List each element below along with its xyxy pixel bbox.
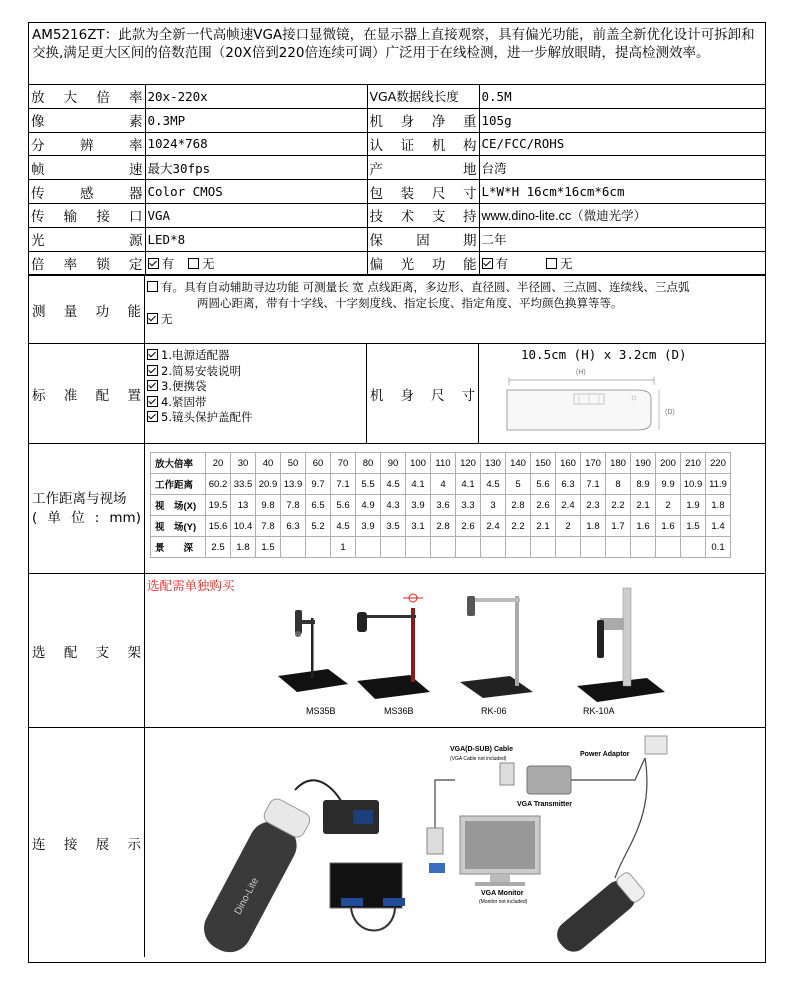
measure-yes-cont: 两圆心距离，带有十字线、十字刻度线、指定长度、指定角度、平均颜色换算等等。 (197, 296, 623, 311)
standard-item: 5.镜头保护盖配件 (147, 410, 364, 426)
spec-label (29, 251, 145, 275)
distance-cell: 160 (556, 453, 581, 474)
spec-label-char: 源 (129, 233, 143, 250)
spec-row (29, 180, 765, 204)
spec-label-2-char: 保 (369, 233, 383, 250)
spec-label-2-char: 装 (400, 185, 415, 202)
distance-cell: 2.2 (606, 495, 631, 516)
distance-cell: 1.9 (681, 495, 706, 516)
measure-label-char: 测 (32, 303, 46, 320)
spec-label-2 (367, 203, 479, 227)
measure-yes: 有。具有自动辅助寻边功能 可测量长 宽 点线距离，多边形、直径圆、半径圆、三点圆、连续线、三点弧 (147, 279, 763, 295)
distance-cell: 5.6 (331, 495, 356, 516)
distance-cell: 2 (556, 516, 581, 537)
spec-sheet (28, 22, 766, 963)
spec-value-2: 0.5M (479, 85, 765, 108)
distance-cell: 4.9 (356, 495, 381, 516)
checkbox-checked-icon (482, 258, 493, 269)
spec-row (29, 203, 765, 227)
distance-table-row (151, 453, 731, 474)
distance-cell: 7.8 (256, 516, 281, 537)
size-label-char: 寸 (461, 387, 475, 404)
distance-cell (281, 537, 306, 558)
distance-cell: 20.9 (256, 474, 281, 495)
spec-label-2 (367, 251, 479, 275)
device-outline-image (479, 352, 767, 442)
spec-label-char: 率 (63, 256, 78, 273)
distance-cell: 10.4 (231, 516, 256, 537)
spec-label-char: 素 (129, 114, 143, 131)
distance-unit-char: ( (32, 509, 38, 526)
distance-cell: 1.7 (606, 516, 631, 537)
spec-label-2-char: 支 (431, 209, 446, 226)
connect-row (29, 727, 765, 957)
distance-cell: 9.9 (656, 474, 681, 495)
measure-label-char: 量 (63, 303, 78, 320)
checkbox-icon (188, 258, 199, 269)
distance-cell: 2.1 (631, 495, 656, 516)
stand-label (32, 641, 141, 661)
spec-label-char: 传 (31, 185, 45, 202)
distance-cell: 9.7 (306, 474, 331, 495)
distance-cell: 1.8 (231, 537, 256, 558)
distance-row-head: 视 场(Y) (151, 516, 206, 537)
spec-label-2-char: 净 (431, 114, 446, 131)
distance-cell: 2.4 (481, 516, 506, 537)
distance-cell: 4.5 (381, 474, 406, 495)
spec-label-2-char: 功 (431, 256, 446, 273)
distance-table-row (151, 537, 731, 558)
spec-label-char: 器 (129, 185, 143, 202)
product-intro: AM5216ZT：此款为全新一代高帧速VGA接口显微镜，在显示器上直接观察，具有偏光功能，前盖全新优化设计可拆卸和交换,满足更大区间的倍数范围（20X倍到220倍连续可调）广泛用于在线检测，进一步解放眼睛，提高检测效率。 (29, 23, 765, 85)
option-yes: 有 (495, 255, 509, 271)
distance-cell: 13.9 (281, 474, 306, 495)
spec-label-char: 口 (128, 209, 143, 226)
spec-value-2: L*W*H 16cm*16cm*6cm (479, 180, 765, 204)
distance-cell: 50 (281, 453, 306, 474)
measure-no: 无 (147, 311, 763, 327)
distance-cell: 6.3 (281, 516, 306, 537)
distance-cell: 1.8 (581, 516, 606, 537)
distance-cell: 1.8 (706, 495, 731, 516)
spec-label-char: 锁 (96, 256, 110, 273)
distance-cell: 130 (481, 453, 506, 474)
spec-label-2 (367, 108, 479, 132)
spec-label-2-char: 重 (462, 114, 477, 131)
distance-cell: 3.9 (356, 516, 381, 537)
distance-cell: 1 (331, 537, 356, 558)
stand-model-rk10a: RK-10A (583, 706, 615, 717)
distance-cell: 5 (506, 474, 531, 495)
distance-cell: 2.2 (506, 516, 531, 537)
distance-cell: 3.5 (381, 516, 406, 537)
stand-label-char: 选 (32, 644, 46, 661)
spec-label-2-char: 偏 (369, 256, 383, 273)
spec-row (29, 108, 765, 132)
measure-label-char: 能 (127, 303, 141, 320)
spec-label-2-char: 证 (400, 137, 415, 154)
distance-cell (456, 537, 481, 558)
distance-unit-char: : (94, 509, 100, 526)
stand-label-char: 配 (63, 644, 78, 661)
spec-label-2-char: 能 (462, 256, 477, 273)
spec-label-2-char: 产 (369, 161, 383, 178)
checkbox-checked-icon (147, 313, 158, 324)
power-adaptor-label: Power Adaptor (580, 751, 630, 759)
distance-cell: 3.3 (456, 495, 481, 516)
distance-cell: 190 (631, 453, 656, 474)
spec-label-char: 输 (63, 209, 78, 226)
distance-cell (656, 537, 681, 558)
size-label (370, 384, 475, 404)
distance-cell: 120 (456, 453, 481, 474)
spec-label-2-char: 构 (462, 137, 477, 154)
vga-monitor-note: (Monitor not included) (479, 899, 528, 906)
distance-cell (406, 537, 431, 558)
option-no: 无 (560, 255, 573, 271)
spec-value-2: 台湾 (479, 156, 765, 180)
spec-value-2: CE/FCC/ROHS (479, 132, 765, 156)
connect-label-char: 示 (127, 836, 141, 853)
vga-cable-note: (VGA Cable not included) (450, 756, 507, 763)
distance-cell: 2.5 (206, 537, 231, 558)
distance-cell: 3.6 (431, 495, 456, 516)
distance-cell (431, 537, 456, 558)
distance-cell: 210 (681, 453, 706, 474)
spec-table (29, 85, 765, 275)
distance-cell: 2.6 (456, 516, 481, 537)
distance-cell (481, 537, 506, 558)
checkbox-icon (546, 258, 557, 269)
distance-cell (506, 537, 531, 558)
checkbox-checked-icon (147, 349, 158, 360)
distance-cell: 33.5 (231, 474, 256, 495)
distance-cell: 11.9 (706, 474, 731, 495)
spec-label-char: 倍 (31, 256, 45, 273)
standard-item: 4.紧固带 (147, 395, 364, 411)
spec-label-char: 接 (96, 209, 110, 226)
distance-cell: 5.5 (356, 474, 381, 495)
distance-cell: 3 (481, 495, 506, 516)
distance-row-head: 景 深 (151, 537, 206, 558)
distance-cell: 2.8 (506, 495, 531, 516)
spec-label-2-char: 机 (431, 137, 446, 154)
distance-cell: 1.5 (256, 537, 281, 558)
spec-value: 最大30fps (145, 156, 367, 180)
spec-label-char: 分 (31, 137, 45, 154)
distance-cell: 60.2 (206, 474, 231, 495)
distance-cell: 110 (431, 453, 456, 474)
distance-unit-char: 位 (71, 509, 85, 526)
distance-cell: 1.6 (631, 516, 656, 537)
checkbox-checked-icon (148, 258, 159, 269)
distance-cell (381, 537, 406, 558)
spec-label (29, 156, 145, 180)
distance-cell: 4.5 (481, 474, 506, 495)
distance-unit-char: 单 (47, 509, 61, 526)
standard-item: 3.便携袋 (147, 379, 364, 395)
distance-cell: 13 (231, 495, 256, 516)
spec-value: LED*8 (145, 227, 367, 251)
checkbox-checked-icon (147, 396, 158, 407)
stand-model-ms35b: MS35B (306, 706, 336, 717)
spec-label-char: 速 (129, 161, 143, 178)
distance-cell: 4.1 (456, 474, 481, 495)
spec-label-2-char: 机 (369, 114, 383, 131)
spec-value: VGA (145, 203, 367, 227)
spec-label-2-char: 包 (369, 185, 383, 202)
size-label-char: 机 (370, 387, 384, 404)
standard-label (32, 384, 141, 404)
spec-label-2: VGA数据线长度 (367, 85, 479, 108)
spec-label-2-char: 固 (416, 233, 430, 250)
distance-cell: 80 (356, 453, 381, 474)
distance-cell: 2.4 (556, 495, 581, 516)
spec-value-2: 105g (479, 108, 765, 132)
connect-label-char: 接 (63, 836, 78, 853)
spec-label-2-char: 光 (400, 256, 415, 273)
spec-value: 0.3MP (145, 108, 367, 132)
stand-label-char: 支 (95, 644, 110, 661)
distance-row-head: 视 场(X) (151, 495, 206, 516)
checkbox-checked-icon (147, 365, 158, 376)
distance-cell: 70 (331, 453, 356, 474)
checkbox-checked-icon (147, 380, 158, 391)
spec-label-2 (367, 180, 479, 204)
distance-label: 工作距离与视场 (32, 490, 127, 507)
spec-label (29, 180, 145, 204)
spec-label-char: 率 (129, 137, 143, 154)
spec-label-char: 感 (80, 185, 94, 202)
stand-model-ms36b: MS36B (384, 706, 414, 717)
spec-label (29, 227, 145, 251)
distance-table (150, 452, 731, 558)
distance-cell: 2 (656, 495, 681, 516)
distance-cell (681, 537, 706, 558)
distance-cell: 5.2 (306, 516, 331, 537)
distance-cell: 9.8 (256, 495, 281, 516)
measure-label (32, 300, 141, 320)
distance-cell: 2.1 (531, 516, 556, 537)
stands-image (145, 574, 765, 728)
spec-value: 1024*768 (145, 132, 367, 156)
distance-cell (631, 537, 656, 558)
h-mark: (H) (576, 369, 586, 377)
distance-cell: 4 (431, 474, 456, 495)
distance-cell: 4.3 (381, 495, 406, 516)
spec-row (29, 132, 765, 156)
standard-label-char: 准 (63, 387, 78, 404)
distance-cell: 19.5 (206, 495, 231, 516)
distance-cell: 4.5 (331, 516, 356, 537)
distance-cell: 5.6 (531, 474, 556, 495)
distance-cell: 20 (206, 453, 231, 474)
distance-row-head: 放大倍率 (151, 453, 206, 474)
distance-cell (356, 537, 381, 558)
spec-label-2 (367, 156, 479, 180)
distance-cell: 40 (256, 453, 281, 474)
distance-cell: 140 (506, 453, 531, 474)
spec-value-2: www.dino-lite.cc（微迪光学） (479, 203, 765, 227)
distance-cell: 10.9 (681, 474, 706, 495)
spec-label-2 (367, 132, 479, 156)
distance-table-row (151, 516, 731, 537)
option-yes: 有 (161, 255, 175, 271)
standard-item: 2.简易安装说明 (147, 364, 364, 380)
spec-label-2 (367, 227, 479, 251)
distance-cell: 2.3 (581, 495, 606, 516)
standard-label-char: 标 (32, 387, 46, 404)
spec-label-char: 帧 (31, 161, 45, 178)
measure-label-char: 功 (95, 303, 110, 320)
checkbox-checked-icon (147, 411, 158, 422)
spec-label-2-char: 认 (369, 137, 383, 154)
distance-cell: 90 (381, 453, 406, 474)
spec-label-2-char: 地 (463, 161, 477, 178)
distance-cell (556, 537, 581, 558)
spec-label-2-char: 期 (463, 233, 477, 250)
connect-label-char: 展 (95, 836, 110, 853)
stand-note: 选配需单独购买 (147, 578, 235, 594)
vga-cable-label: VGA(D-SUB) Cable (450, 746, 514, 754)
distance-cell: 200 (656, 453, 681, 474)
distance-cell: 15.6 (206, 516, 231, 537)
spec-label (29, 85, 145, 108)
spec-label-2-char: 寸 (462, 185, 477, 202)
size-label-char: 身 (400, 387, 414, 404)
distance-table-row (151, 495, 731, 516)
distance-cell: 60 (306, 453, 331, 474)
distance-unit (32, 509, 141, 528)
spec-label-char: 辨 (80, 137, 94, 154)
spec-label-char: 率 (128, 90, 143, 107)
vga-monitor-label: VGA Monitor (481, 890, 524, 898)
distance-cell: 220 (706, 453, 731, 474)
distance-cell: 170 (581, 453, 606, 474)
distance-cell: 3.9 (406, 495, 431, 516)
size-label-char: 尺 (431, 387, 445, 404)
spec-label-2-char: 尺 (431, 185, 446, 202)
spec-value: Color CMOS (145, 180, 367, 204)
distance-cell: 150 (531, 453, 556, 474)
spec-label-char: 像 (31, 114, 45, 131)
spec-value: 20x-220x (145, 85, 367, 108)
spec-label-char: 倍 (96, 90, 110, 107)
standard-label-char: 置 (127, 387, 141, 404)
distance-cell: 1.5 (681, 516, 706, 537)
distance-cell: 2.8 (431, 516, 456, 537)
spec-label (29, 132, 145, 156)
measure-row (29, 275, 765, 343)
svg-text:Dino-Lite: Dino-Lite (232, 876, 262, 917)
distance-cell: 1.4 (706, 516, 731, 537)
spec-label-2-char: 持 (462, 209, 477, 226)
spec-label (29, 203, 145, 227)
spec-label (29, 108, 145, 132)
distance-cell: 2.6 (531, 495, 556, 516)
distance-cell: 100 (406, 453, 431, 474)
distance-cell: 1.6 (656, 516, 681, 537)
distance-cell: 3.1 (406, 516, 431, 537)
spec-label-char: 传 (31, 209, 45, 226)
distance-cell: 180 (606, 453, 631, 474)
distance-unit-char: mm) (109, 509, 141, 526)
distance-cell: 7.8 (281, 495, 306, 516)
distance-cell: 4.1 (406, 474, 431, 495)
spec-row (29, 85, 765, 108)
spec-row (29, 251, 765, 275)
connect-label (32, 833, 141, 853)
distance-cell: 0.1 (706, 537, 731, 558)
distance-cell: 6.3 (556, 474, 581, 495)
distance-cell: 6.5 (306, 495, 331, 516)
distance-cell: 8.9 (631, 474, 656, 495)
connection-diagram-image (145, 728, 765, 958)
distance-cell (306, 537, 331, 558)
distance-cell: 7.1 (331, 474, 356, 495)
stand-model-rk06: RK-06 (481, 706, 507, 717)
distance-cell: 30 (231, 453, 256, 474)
option-no: 无 (202, 255, 215, 271)
spec-value-2: 二年 (479, 227, 765, 251)
stand-label-char: 架 (127, 644, 141, 661)
distance-cell: 7.1 (581, 474, 606, 495)
spec-label-2-char: 术 (400, 209, 415, 226)
distance-cell (606, 537, 631, 558)
standard-item: 1.电源适配器 (147, 348, 364, 364)
distance-row (29, 443, 765, 573)
stand-row (29, 573, 765, 727)
spec-label-char: 光 (31, 233, 45, 250)
standard-row (29, 343, 765, 443)
standard-items (145, 344, 367, 443)
spec-label-char: 放 (31, 90, 45, 107)
size-value: 10.5cm (H) x 3.2cm (D) (521, 347, 687, 363)
spec-value (145, 251, 367, 275)
standard-label-char: 配 (95, 387, 110, 404)
spec-label-char: 大 (63, 90, 78, 107)
checkbox-icon (147, 281, 158, 292)
distance-cell: 8 (606, 474, 631, 495)
spec-label-2-char: 技 (369, 209, 383, 226)
vga-transmitter-label: VGA Transmitter (517, 801, 572, 809)
d-mark: (D) (665, 409, 675, 417)
connect-label-char: 连 (32, 836, 46, 853)
spec-row (29, 227, 765, 251)
spec-label-char: 定 (128, 256, 143, 273)
distance-table-row (151, 474, 731, 495)
distance-cell (531, 537, 556, 558)
distance-row-head: 工作距离 (151, 474, 206, 495)
spec-value-2 (479, 251, 765, 275)
spec-row (29, 156, 765, 180)
distance-cell (581, 537, 606, 558)
spec-label-2-char: 身 (400, 114, 415, 131)
